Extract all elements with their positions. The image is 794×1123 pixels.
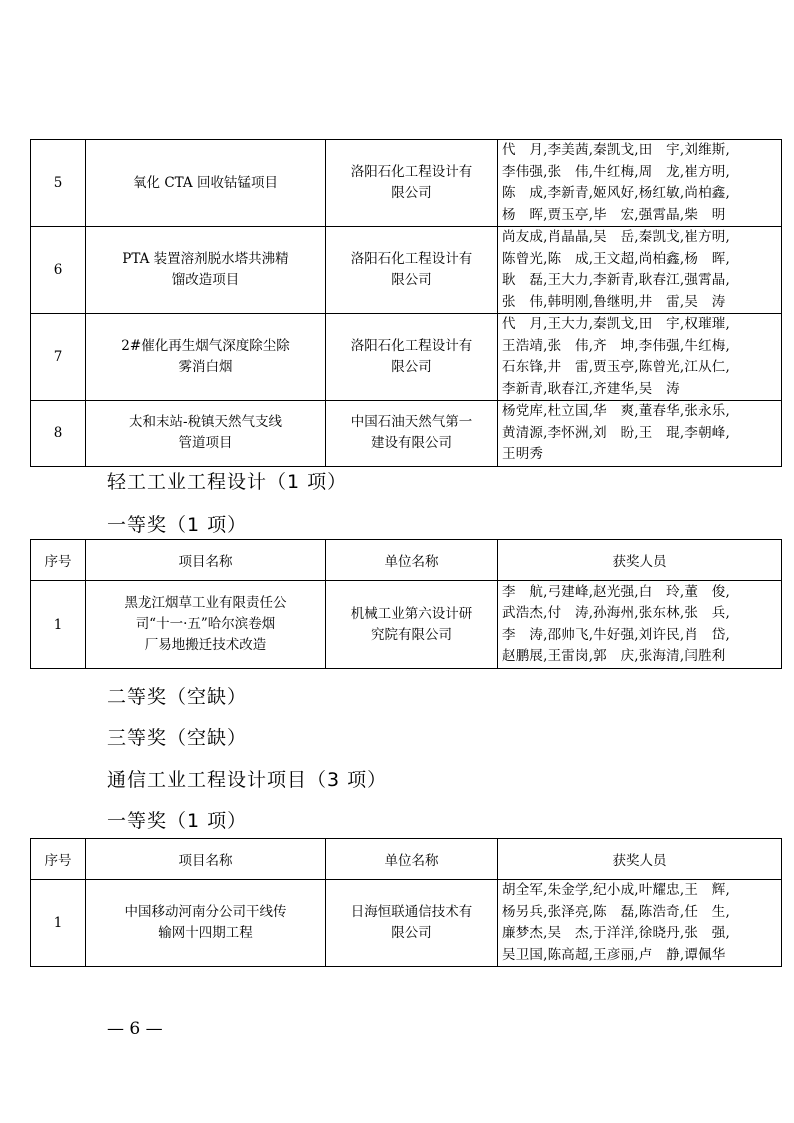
unit-name: 洛阳石化工程设计有 限公司 bbox=[326, 140, 498, 227]
first-prize-heading: 一等奖（1 项） bbox=[107, 810, 248, 832]
project-name: 氧化 CTA 回收钴锰项目 bbox=[86, 140, 326, 227]
award-staff: 尚友成,肖晶晶,吴 岳,秦凯戈,崔方明, 陈曾光,陈 成,王文超,尚柏鑫,杨 晖, 耿 磊,王大力,李新青,耿春江,强霄晶, 张 伟,韩明刚,鲁继明,井 雷,吴 涛 bbox=[498, 227, 782, 314]
table-header-row bbox=[31, 839, 782, 880]
table-row bbox=[31, 581, 782, 669]
row-number: 6 bbox=[31, 227, 86, 314]
award-table-telecom bbox=[30, 838, 782, 967]
third-prize-heading: 三等奖（空缺） bbox=[107, 727, 248, 749]
unit-name: 机械工业第六设计研 究院有限公司 bbox=[326, 581, 498, 669]
page-number: — 6 — bbox=[107, 1019, 163, 1039]
project-name: 太和末站-稅镇天然气支线 管道项目 bbox=[86, 401, 326, 467]
project-name: 2#催化再生烟气深度除尘除 雾消白烟 bbox=[86, 314, 326, 401]
table-row bbox=[31, 227, 782, 314]
unit-name: 日海恒联通信技术有 限公司 bbox=[326, 880, 498, 967]
header-project: 项目名称 bbox=[86, 540, 326, 581]
unit-name: 洛阳石化工程设计有 限公司 bbox=[326, 314, 498, 401]
table-row bbox=[31, 880, 782, 967]
award-table-light-industry bbox=[30, 539, 782, 669]
project-name: 中国移动河南分公司干线传 输网十四期工程 bbox=[86, 880, 326, 967]
header-unit: 单位名称 bbox=[326, 540, 498, 581]
section-title-telecom: 通信工业工程设计项目（3 项） bbox=[107, 769, 388, 791]
project-name: PTA 装置溶剂脱水塔共沸精 馏改造项目 bbox=[86, 227, 326, 314]
header-staff: 获奖人员 bbox=[498, 839, 782, 880]
table-row bbox=[31, 314, 782, 401]
table-row bbox=[31, 140, 782, 227]
row-number: 1 bbox=[31, 581, 86, 669]
row-number: 5 bbox=[31, 140, 86, 227]
project-name: 黑龙江烟草工业有限责任公 司“十一·五”哈尔滨卷烟 厂易地搬迁技术改造 bbox=[86, 581, 326, 669]
unit-name: 中国石油天然气第一 建设有限公司 bbox=[326, 401, 498, 467]
second-prize-heading: 二等奖（空缺） bbox=[107, 686, 248, 708]
first-prize-heading: 一等奖（1 项） bbox=[107, 514, 248, 536]
header-staff: 获奖人员 bbox=[498, 540, 782, 581]
award-staff: 代 月,王大力,秦凯戈,田 宇,权璀璀, 王浩靖,张 伟,齐 坤,李伟强,牛红梅, 石东锋,井 雷,贾玉亭,陈曾光,江从仁, 李新青,耿春江,齐建华,吴 涛 bbox=[498, 314, 782, 401]
section-title-light-industry: 轻工工业工程设计（1 项） bbox=[107, 471, 348, 493]
row-number: 8 bbox=[31, 401, 86, 467]
table-row bbox=[31, 401, 782, 467]
header-number: 序号 bbox=[31, 839, 86, 880]
award-table-petrochem bbox=[30, 139, 782, 467]
table-header-row bbox=[31, 540, 782, 581]
row-number: 7 bbox=[31, 314, 86, 401]
header-project: 项目名称 bbox=[86, 839, 326, 880]
award-staff: 代 月,李美茜,秦凯戈,田 宇,刘维斯, 李伟强,张 伟,牛红梅,周 龙,崔方明, 陈 成,李新青,姬风好,杨红敏,尚柏鑫, 杨 晖,贾玉亭,毕 宏,强霄晶,柴 明 bbox=[498, 140, 782, 227]
header-unit: 单位名称 bbox=[326, 839, 498, 880]
row-number: 1 bbox=[31, 880, 86, 967]
award-staff: 李 航,弓建峰,赵光强,白 玲,董 俊, 武浩杰,付 涛,孙海州,张东林,张 兵, 李 涛,邵帅飞,牛好强,刘许民,肖 岱, 赵鹏展,王雷岗,郭 庆,张海清,闫胜利 bbox=[498, 581, 782, 669]
unit-name: 洛阳石化工程设计有 限公司 bbox=[326, 227, 498, 314]
header-number: 序号 bbox=[31, 540, 86, 581]
award-staff: 杨党库,杜立国,华 爽,董春华,张永乐, 黄清源,李怀洲,刘 盼,王 琨,李朝峰, 王明秀 bbox=[498, 401, 782, 467]
award-staff: 胡全军,朱金学,纪小成,叶耀忠,王 辉, 杨另兵,张泽亮,陈 磊,陈浩奇,任 生, 廉梦杰,吴 杰,于洋洋,徐晓丹,张 强, 吴卫国,陈高超,王彦丽,卢 静,谭佩华 bbox=[498, 880, 782, 967]
